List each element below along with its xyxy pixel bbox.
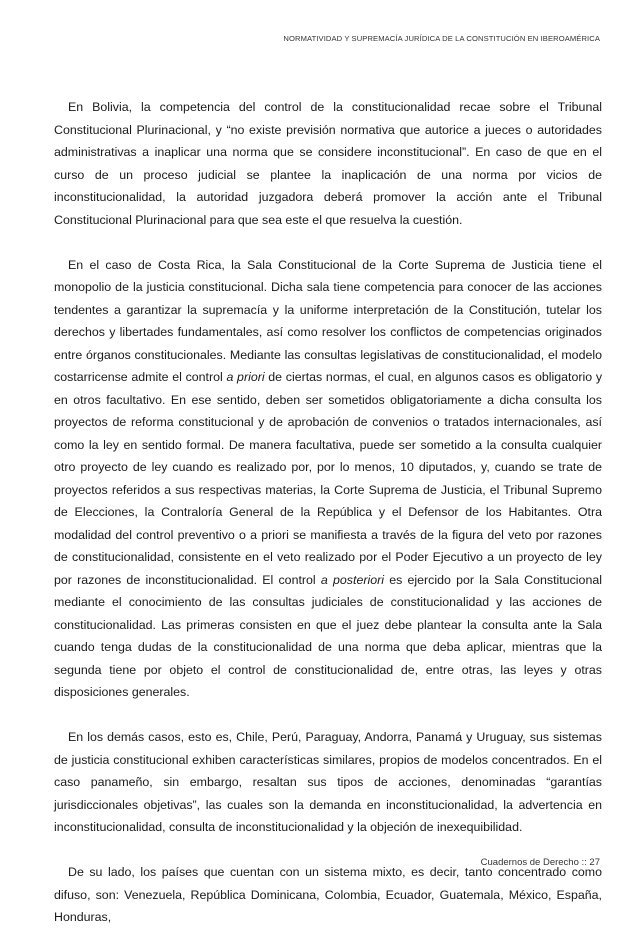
paragraph-costa-rica-part-1: En el caso de Costa Rica, la Sala Constitucional de la Corte Suprema de Justicia tiene el monopolio de la justicia constitucional. Dicha sala tiene competencia para conocer de las acciones tendentes a garantizar la supremacía y la uniforme interpretación de la Constitución, tutelar los derechos y libertades fundamentales, así como resolver los conflictos de competencias originados entre órganos constitucionales. Mediante las consultas legislativas de constitucionalidad, el modelo costarricense admite el control <box>54 257 602 384</box>
paragraph-costa-rica <box>54 254 602 704</box>
paragraph-other-cases: En los demás casos, esto es, Chile, Perú, Paraguay, Andorra, Panamá y Uruguay, sus sistemas de justicia constitucional exhiben características similares, propios de modelos concentrados. En el caso panameño, sin embargo, resaltan sus tipos de acciones, denominadas “garantías jurisdiccionales objetivas”, las cuales son la demanda en inconstitucionalidad, la advertencia en inconstitucionalidad, consulta de inconstitucionalidad y la objeción de inexequibilidad. <box>54 730 602 834</box>
emphasis-a-posteriori: a posteriori <box>320 572 384 587</box>
body-text <box>54 96 602 951</box>
emphasis-a-priori: a priori <box>226 370 265 384</box>
running-footer: Cuadernos de Derecho :: 27 <box>480 857 600 868</box>
running-header: NORMATIVIDAD Y SUPREMACÍA JURÍDICA DE LA CONSTITUCIÓN EN IBEROAMÉRICA <box>283 34 600 43</box>
paragraph-bolivia: En Bolivia, la competencia del control de la constitucionalidad recae sobre el Tribunal Constitucional Plurinacional, y “no existe previsión normativa que autorice a jueces o autoridades administrativas a inaplicar una norma que se considere inconstitucional”. En caso de que en el curso de un proceso judicial se plantee la inaplicación de una norma por vicios de inconstitucionalidad, la autoridad juzgadora deberá promover la acción ante el Tribunal Constitucional Plurinacional para que sea este el que resuelva la cuestión. <box>54 100 602 227</box>
paragraph-costa-rica-part-2: de ciertas normas, el cual, en algunos casos es obligatorio y en otros facultativo. En ese sentido, deben ser sometidos obligatoriamente a dicha consulta los proyectos de reforma constitucional y de aprobación de convenios o tratados internacionales, así como la ley en sentido formal. De manera facultativa, puede ser sometido a la consulta cualquier otro proyecto de ley cuando es realizado por, por lo menos, 10 diputados, y, cuando se trate de proyectos referidos a sus respectivas materias, la Corte Suprema de Justicia, el Tribunal Supremo de Elecciones, la Contraloría General de la República y el Defensor de los Habitantes. Otra modalidad del control preventivo o a priori se manifiesta a través de la figura del veto por razones de constitucionalidad, consistente en el veto realizado por el Poder Ejecutivo a un proyecto de ley por razones de inconstitucionalidad. El control <box>54 370 603 587</box>
paragraph-costa-rica-part-3: es ejercido por la Sala Constitucional mediante el conocimiento de las consultas judiciales de constitucionalidad y las acciones de constitucionalidad. Las primeras consisten en que el juez debe plantear la consulta ante la Sala cuando tenga dudas de la constitucionalidad de una norma que deba aplicar, mientras que la segunda tiene por objeto el control de constitucionalidad de, entre otras, las leyes y otras disposiciones generales. <box>54 572 602 699</box>
paragraph-mixed-systems: De su lado, los países que cuentan con un sistema mixto, es decir, tanto concentrado como difuso, son: Venezuela, República Dominicana, Colombia, Ecuador, Guatemala, México, España, Honduras, <box>54 865 602 924</box>
